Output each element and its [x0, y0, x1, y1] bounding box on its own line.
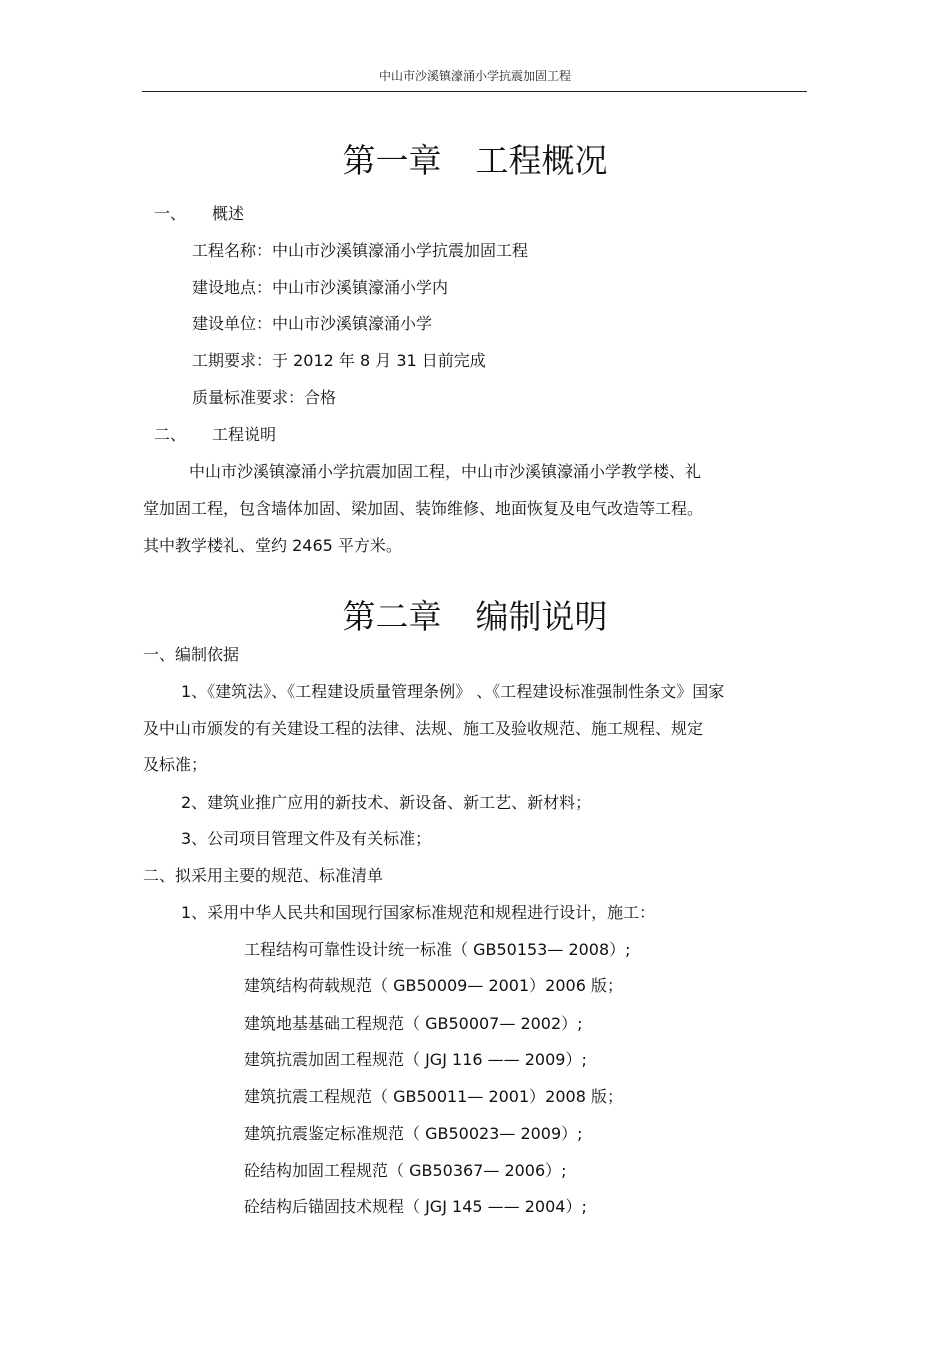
standard-item: 建筑地基基础工程规范（ GB50007— 2002）; — [244, 1014, 583, 1033]
basis-item-1: 1、《建筑法》、《工程建设质量管理条例》 、《工程建设标准强制性条文》国家 — [181, 682, 725, 701]
section-2-2-heading: 二、拟采用主要的规范、标准清单 — [143, 866, 384, 885]
project-name: 工程名称：中山市沙溪镇濠涌小学抗震加固工程 — [192, 241, 529, 260]
chapter-2-heading — [0, 597, 950, 637]
basis-item-3: 3、公司项目管理文件及有关标准； — [181, 829, 432, 848]
section-1-1-heading — [154, 203, 244, 225]
section-1-1-number: 一、 — [154, 204, 187, 223]
chapter-1-title: 工程概况 — [475, 141, 608, 180]
section-1-2-heading — [154, 424, 276, 446]
chapter-2-title: 编制说明 — [475, 597, 608, 636]
standard-item: 砼结构加固工程规范（ GB50367— 2006）; — [244, 1161, 567, 1180]
project-schedule: 工期要求：于 2012 年 8 月 31 日前完成 — [192, 351, 486, 370]
section-1-1-title: 概述 — [212, 204, 245, 223]
basis-item-1-cont: 及中山市颁发的有关建设工程的法律、法规、施工及验收规范、施工规程、规定 — [143, 719, 704, 738]
standard-item: 建筑抗震加固工程规范（ JGJ 116 —— 2009）; — [244, 1050, 587, 1069]
section-1-2-title: 工程说明 — [212, 425, 277, 444]
basis-item-1-cont: 及标准； — [143, 755, 208, 774]
chapter-2-number: 第二章 — [342, 597, 442, 636]
standard-item: 建筑抗震鉴定标准规范（ GB50023— 2009）; — [244, 1124, 583, 1143]
standard-item: 建筑抗震工程规范（ GB50011— 2001）2008 版； — [244, 1087, 623, 1106]
standard-item: 砼结构后锚固技术规程（ JGJ 145 —— 2004）; — [244, 1197, 587, 1216]
basis-item-2: 2、建筑业推广应用的新技术、新设备、新工艺、新材料； — [181, 793, 592, 812]
project-location: 建设地点：中山市沙溪镇濠涌小学内 — [192, 278, 449, 297]
project-quality: 质量标准要求：合格 — [192, 388, 337, 407]
header-rule — [142, 91, 807, 92]
chapter-1-heading — [0, 141, 950, 181]
chapter-1-number: 第一章 — [342, 141, 442, 180]
standard-item: 建筑结构荷载规范（ GB50009— 2001）2006 版； — [244, 976, 623, 995]
project-owner: 建设单位：中山市沙溪镇濠涌小学 — [192, 314, 433, 333]
section-2-1-heading: 一、编制依据 — [143, 645, 240, 664]
section-1-2-number: 二、 — [154, 425, 187, 444]
description-line: 中山市沙溪镇濠涌小学抗震加固工程，中山市沙溪镇濠涌小学教学楼、礼 — [189, 462, 702, 481]
standards-intro: 1、采用中华人民共和国现行国家标准规范和规程进行设计，施工： — [181, 903, 656, 922]
page-header: 中山市沙溪镇濠涌小学抗震加固工程 — [378, 69, 571, 83]
standard-item: 工程结构可靠性设计统一标准（ GB50153— 2008）; — [244, 940, 631, 959]
description-line: 堂加固工程，包含墙体加固、梁加固、装饰维修、地面恢复及电气改造等工程。 — [143, 499, 704, 518]
description-line: 其中教学楼礼、堂约 2465 平方米。 — [143, 536, 402, 555]
